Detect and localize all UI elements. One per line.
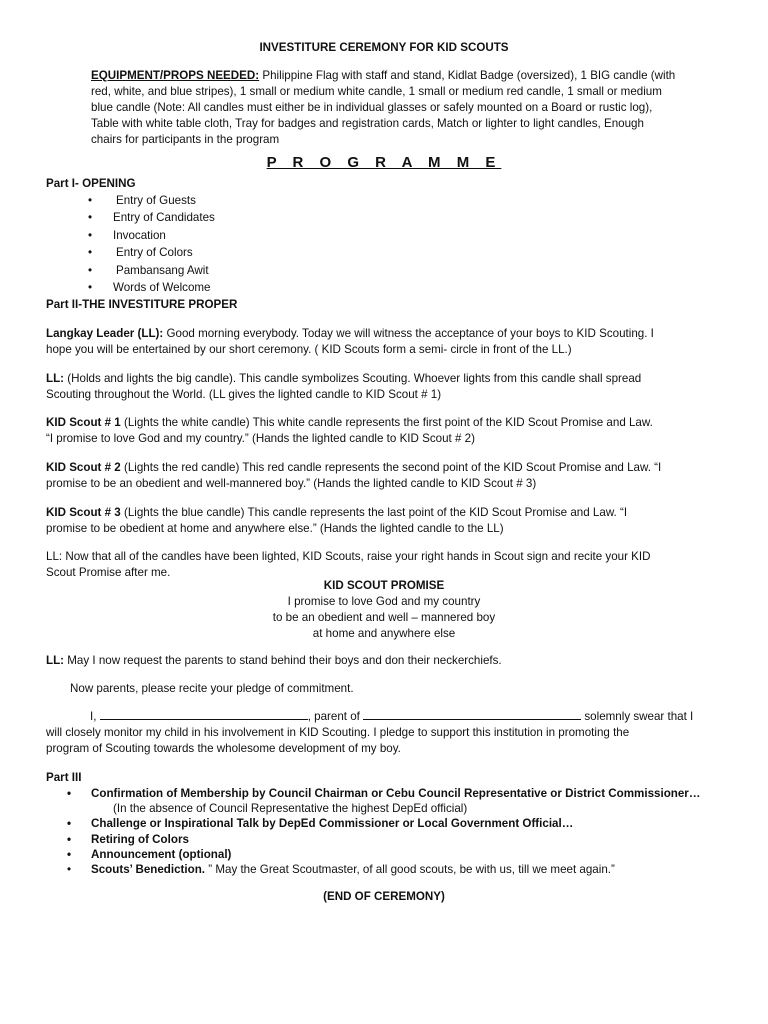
list-item: • Scouts’ Benediction. ” May the Great Scoutmaster, of all good scouts, be with us, till we meet again.” [67, 862, 615, 876]
end-of-ceremony: (END OF CEREMONY) [323, 890, 445, 903]
part1-heading: Part I- OPENING [46, 177, 136, 190]
promise-line: I promise to love God and my country [287, 594, 481, 608]
speaker-label: LL: [46, 372, 65, 385]
speaker-label: KID Scout # 1 [46, 416, 121, 429]
part2-heading: Part II-THE INVESTITURE PROPER [46, 298, 238, 311]
part1-list [88, 193, 388, 297]
document-title: INVESTITURE CEREMONY FOR KID SCOUTS [259, 41, 509, 54]
promise-heading: KID SCOUT PROMISE [323, 579, 445, 592]
list-item: • Confirmation of Membership by Council Chairman or Cebu Council Representative or District Commissioner… [67, 787, 701, 800]
list-item: • Retiring of Colors [67, 832, 189, 846]
list-item-note: (In the absence of Council Representative the highest DepEd official) [113, 802, 468, 816]
equipment-line-1: Philippine Flag with staff and stand, Kidlat Badge (oversized), 1 BIG candle (with [262, 69, 676, 82]
ll-intro-paragraph: Langkay Leader (LL): Good morning everybody. Today we will witness the acceptance of your boys to KID Scouting. I hope you will be entertained by our short ceremony. ( KID Scouts form a semi- circle in front of the LL.) [46, 327, 654, 356]
list-item: • Entry of Guests [88, 194, 196, 207]
scout1-paragraph: KID Scout # 1 (Lights the white candle) This white candle represents the first point of the KID Scout Promise and Law. “I promise to love God and my country.” (Hands the lighted candle to KID Scout # 2) [46, 416, 653, 445]
pledge-paragraph: I, , parent of solemnly swear that I will closely monitor my child in his involvement in KID Scouting. I pledge to support this institution in promoting the program of Scouting towards the wholesome development of my boy. [46, 710, 694, 755]
scout3-paragraph: KID Scout # 3 (Lights the blue candle) This candle represents the last point of the KID Scout Promise and Law. “I promise to be obedient at home and anywhere else.” (Hands the lighted candle to the LL) [46, 506, 628, 535]
list-item: • Entry of Candidates [88, 211, 215, 225]
speaker-label: LL: [46, 654, 65, 667]
speaker-label: KID Scout # 3 [46, 506, 121, 519]
speaker-label: KID Scout # 2 [46, 461, 121, 474]
speaker-label: Langkay Leader (LL): [46, 327, 164, 340]
scout2-paragraph: KID Scout # 2 (Lights the red candle) This red candle represents the second point of the KID Scout Promise and Law. “I promise to be an obedient and well-mannered boy.” (Hands the lighted candle to KID Scout # 3) [46, 461, 662, 490]
programme-heading: P R O G R A M M E [266, 154, 502, 171]
ll-candle-paragraph: LL: (Holds and lights the big candle). This candle symbolizes Scouting. Whoever lights from this candle shall spread Scouting throughout the World. (LL gives the lighted candle to KID Scout # 1) [46, 372, 642, 401]
list-item: • Challenge or Inspirational Talk by DepEd Commissioner or Local Government Official… [67, 817, 574, 831]
equipment-paragraph [91, 68, 741, 148]
equipment-line-5: chairs for participants in the program [91, 132, 280, 146]
part3-list [67, 786, 727, 877]
equipment-label: EQUIPMENT/PROPS NEEDED: [91, 69, 260, 82]
equipment-line-4: Table with white table cloth, Tray for badges and registration cards, Match or lighter to light candles, Enough [91, 116, 644, 130]
child-name-blank[interactable] [100, 709, 308, 720]
ll-recite-paragraph: LL: Now that all of the candles have been lighted, KID Scouts, raise your right hands in Scout sign and recite your KID Scout Promise after me. [46, 550, 651, 579]
promise-line: at home and anywhere else [312, 626, 456, 640]
equipment-line-2: red, white, and blue stripes), 1 small or medium white candle, 1 small or medium red candle, 1 small or medium [91, 84, 662, 98]
list-item: • Pambansang Awit [88, 263, 209, 277]
ll-parents-paragraph: LL: May I now request the parents to stand behind their boys and don their neckerchiefs. [46, 654, 502, 667]
list-item: • Invocation [88, 228, 166, 242]
promise-block [0, 578, 768, 642]
part3-heading: Part III [46, 771, 82, 784]
list-item: • Entry of Colors [88, 246, 193, 260]
equipment-line-3: blue candle (Note: All candles must either be in individual glasses or safely mounted on a Board or rustic log), [91, 100, 653, 114]
promise-line: to be an obedient and well – mannered boy [272, 610, 496, 624]
list-item: • Words of Welcome [88, 280, 211, 294]
list-item: • Announcement (optional) [67, 847, 232, 861]
parent-of-blank[interactable] [363, 709, 581, 720]
parents-pledge-intro: Now parents, please recite your pledge of commitment. [70, 682, 354, 695]
